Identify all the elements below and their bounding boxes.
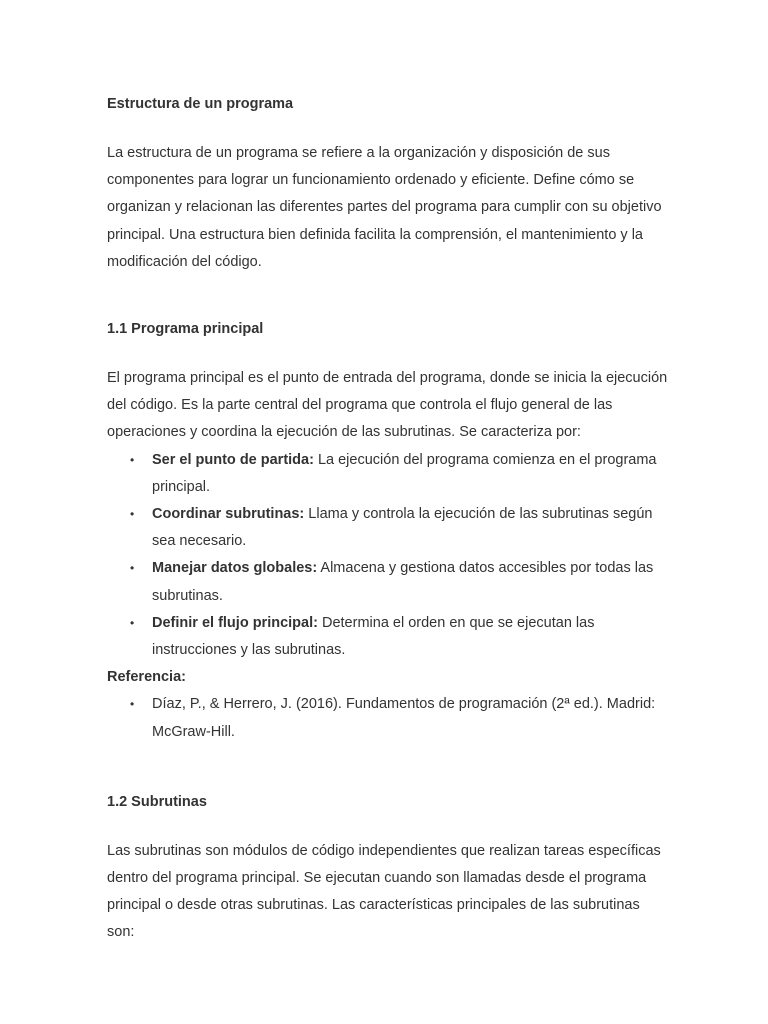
bullet-text: Llama y controla la ejecución de las subrutinas según sea necesario. bbox=[152, 506, 653, 550]
bullet-icon: • bbox=[130, 561, 135, 576]
programa-principal-paragraph: El programa principal es el punto de entrada del programa, donde se inicia la ejecución del código. Es la parte central del programa que controla el flujo general de las operaciones y coordina la ejecución de las subrutinas. Se caracteriza por: bbox=[107, 370, 668, 441]
bullet-term: Manejar datos globales: bbox=[152, 560, 318, 577]
reference-text: Díaz, P., & Herrero, J. (2016). Fundamentos de programación (2ª ed.). Madrid: McGraw-Hill. bbox=[152, 696, 656, 740]
bullet-term: Ser el punto de partida: bbox=[152, 451, 314, 468]
list-item bbox=[107, 501, 668, 555]
list-item bbox=[107, 555, 668, 609]
bullet-term: Coordinar subrutinas: bbox=[152, 506, 305, 523]
section-title-estructura: Estructura de un programa bbox=[107, 96, 294, 112]
list-item bbox=[107, 691, 668, 745]
bullet-icon: • bbox=[130, 507, 135, 522]
section-title-programa-principal: 1.1 Programa principal bbox=[107, 321, 264, 338]
subrutinas-paragraph: Las subrutinas son módulos de código independientes que realizan tareas específicas dentro del programa principal. Se ejecutan cuando son llamadas desde el programa principal o desde otras subrutinas. Las características principales de las subrutinas son: bbox=[107, 842, 661, 941]
reference-label: Referencia: bbox=[107, 669, 186, 686]
bullet-text: La ejecución del programa comienza en el programa principal. bbox=[152, 451, 657, 495]
bullet-icon: • bbox=[130, 452, 135, 467]
bullet-text: Determina el orden en que se ejecutan las instrucciones y las subrutinas. bbox=[152, 614, 595, 659]
section-title-subrutinas: 1.2 Subrutinas bbox=[107, 793, 207, 810]
list-item bbox=[107, 447, 668, 501]
programa-principal-bullet-list bbox=[107, 447, 668, 665]
bullet-icon: • bbox=[130, 697, 135, 712]
bullet-icon: • bbox=[130, 615, 135, 630]
bullet-text: Almacena y gestiona datos accesibles por todas las subrutinas. bbox=[152, 560, 654, 604]
bullet-term: Definir el flujo principal: bbox=[152, 614, 318, 631]
list-item bbox=[107, 610, 668, 664]
intro-paragraph: La estructura de un programa se refiere a la organización y disposición de sus componentes para lograr un funcionamiento ordenado y eficiente. Define cómo se organizan y relacionan las diferentes partes del programa para cumplir con su objetivo principal. Una estructura bien definida facilita la comprensión, el mantenimiento y la modificación del código. bbox=[107, 145, 662, 270]
reference-list bbox=[107, 691, 668, 745]
